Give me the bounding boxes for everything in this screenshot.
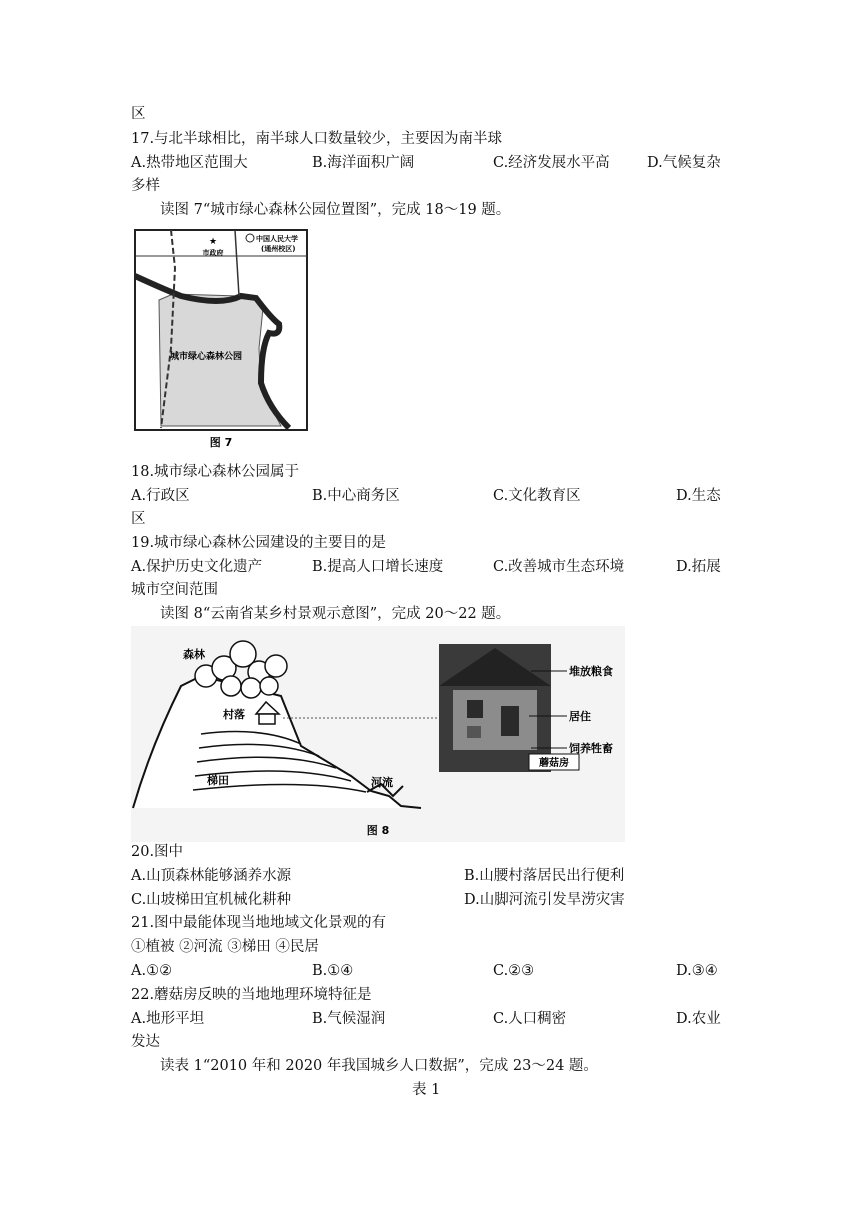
campus-label: (通州校区) [261, 245, 296, 253]
q17-option-c: C.经济发展水平高 [493, 155, 610, 171]
q18-continuation: 区 [131, 511, 146, 527]
read-fig8-instruction: 读图 8“云南省某乡村景观示意图”，完成 20～22 题。 [160, 606, 511, 622]
forest-label: 森林 [183, 648, 205, 661]
read-table1-instruction: 读表 1“2010 年和 2020 年我国城乡人口数据”，完成 23～24 题。 [160, 1058, 598, 1074]
figure-7-map [131, 228, 311, 464]
q21-items: ①植被 ②河流 ③梯田 ④民居 [131, 939, 319, 955]
read-fig7-instruction: 读图 7“城市绿心森林公园位置图”，完成 18～19 题。 [160, 202, 511, 218]
q18-option-a: A.行政区 [131, 488, 190, 504]
text-line: 区 [131, 106, 146, 122]
q21-option-d: D.③④ [676, 963, 718, 979]
q19-option-b: B.提高人口增长速度 [312, 559, 444, 575]
q19-option-d: D.拓展 [676, 559, 721, 575]
university-label: 中国人民大学 [256, 235, 298, 243]
q18-option-b: B.中心商务区 [312, 488, 400, 504]
figure-8-landscape [131, 626, 625, 842]
living-label: 居住 [569, 710, 591, 723]
q20-option-b: B.山腰村落居民出行便利 [464, 868, 625, 884]
question-19: 19.城市绿心森林公园建设的主要目的是 [131, 535, 387, 551]
q22-continuation: 发达 [131, 1034, 160, 1050]
q22-option-d: D.农业 [676, 1011, 721, 1027]
city-government-label: 市政府 [202, 249, 224, 257]
star-icon: ★ [208, 237, 218, 247]
q19-option-c: C.改善城市生态环境 [493, 559, 625, 575]
q22-option-a: A.地形平坦 [131, 1011, 205, 1027]
q19-continuation: 城市空间范围 [131, 582, 218, 598]
question-21: 21.图中最能体现当地地域文化景观的有 [131, 915, 387, 931]
question-17: 17.与北半球相比，南半球人口数量较少，主要因为南半球 [131, 131, 503, 147]
q20-option-c: C.山坡梯田宜机械化耕种 [131, 892, 292, 908]
terraces-label: 梯田 [207, 774, 229, 787]
q20-option-d: D.山脚河流引发旱涝灾害 [464, 892, 625, 908]
figure-7-caption: 图 7 [209, 436, 233, 449]
q22-option-c: C.人口稠密 [493, 1011, 567, 1027]
river-label: 河流 [371, 776, 393, 789]
q21-option-a: A.①② [131, 963, 173, 979]
figure-8-caption: 图 8 [366, 824, 390, 837]
mushroom-house-label: 蘑菇房 [539, 758, 569, 769]
q17-option-b: B.海洋面积广阔 [312, 155, 415, 171]
village-label: 村落 [223, 708, 245, 721]
livestock-label: 饲养牲畜 [569, 742, 613, 755]
q19-option-a: A.保护历史文化遗产 [131, 559, 263, 575]
q17-option-a: A.热带地区范围大 [131, 155, 248, 171]
q21-option-c: C.②③ [493, 963, 535, 979]
question-18: 18.城市绿心森林公园属于 [131, 464, 300, 480]
q18-option-c: C.文化教育区 [493, 488, 581, 504]
question-20: 20.图中 [131, 844, 184, 860]
q17-option-d: D.气候复杂 [647, 155, 721, 171]
q22-option-b: B.气候湿润 [312, 1011, 386, 1027]
question-22: 22.蘑菇房反映的当地地理环境特征是 [131, 987, 372, 1003]
park-label: 城市绿心森林公园 [169, 352, 243, 362]
grain-storage-label: 堆放粮食 [569, 665, 613, 678]
q17-continuation: 多样 [131, 178, 160, 194]
q18-option-d: D.生态 [676, 488, 721, 504]
q21-option-b: B.①④ [312, 963, 354, 979]
table-1-caption: 表 1 [412, 1082, 441, 1098]
q20-option-a: A.山顶森林能够涵养水源 [131, 868, 292, 884]
